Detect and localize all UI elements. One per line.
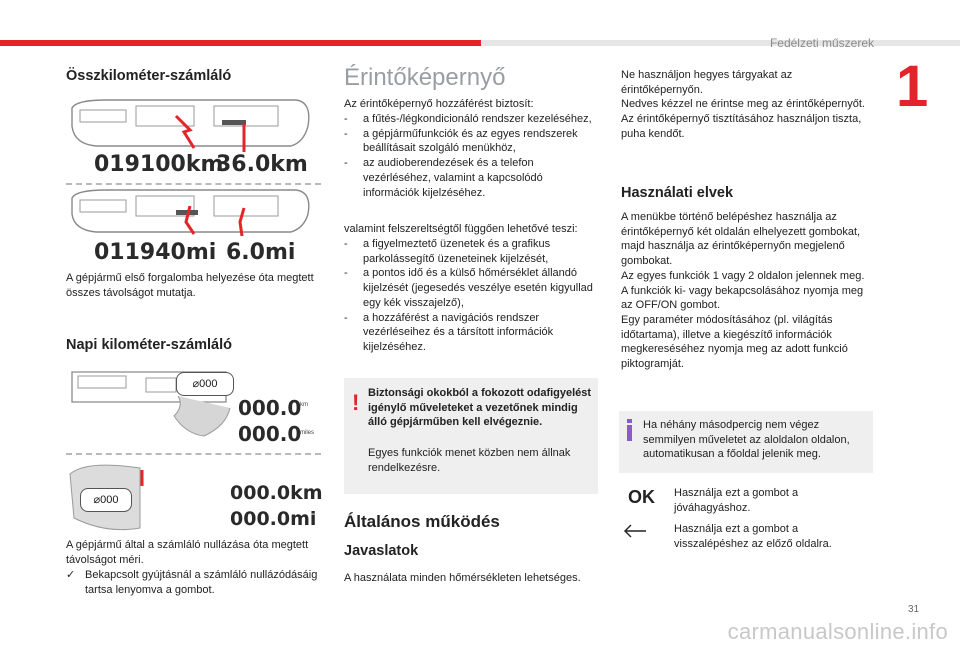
header-grey-bar [481,40,960,46]
usage-para: Az egyes funkciók 1 vagy 2 oldalon jelennek meg. [621,269,865,282]
ok-text: Használja ezt a gombot a jóváhagyáshoz. [674,487,799,514]
list-item: - a figyelmeztető üzenetek és a grafikus parkolássegítő üzeneteinek kijelzését, [344,238,551,265]
care-text-1: Ne használjon hegyes tárgyakat az érintőképernyőn. [621,69,793,96]
list-item-text: a figyelmeztető üzenetek és a grafikus parkolássegítő üzeneteinek kijelzését, [363,238,551,265]
instrument-panel-illustration [66,188,316,238]
section-title: Fedélzeti műszerek [769,36,874,50]
list-item: - a hozzáférést a navigációs rendszer vezérléseihez és a társított információk kijelzéséhez. [344,311,554,353]
care-text-2: Nedves kézzel ne érintse meg az érintőképernyőt. [621,98,865,111]
odometer-figure-mi [66,188,316,268]
odometer-title: Összkilométer-számláló [66,68,232,84]
trip-unit-mi: miles [300,430,315,436]
trip-bullet [66,568,322,597]
list-item: - a gépjárműfunkciók és az egyes rendszerek beállításait szolgáló menükhöz, [344,127,578,155]
trip-title: Napi kilométer-számláló [66,337,232,353]
list-item-text: a fűtés-/légkondicionáló rendszer kezeléséhez, [363,113,592,125]
trip-figure-2 [66,458,326,536]
trip-big-km: 000.0km [230,482,323,504]
warning-bold-text: Biztonsági okokból a fokozott odafigyelést igénylő műveleteket a vezetőnek mindig álló gépjárműben kell elvégeznie. [368,387,592,429]
odometer-figure-km [66,96,316,186]
touchscreen-list-2 [344,237,600,355]
advice-title: Javaslatok [344,543,419,559]
trip-reset-button-2: ⌀000 [80,488,132,512]
list-item: - az audioberendezések és a telefon vezérléséhez, valamint a kapcsolódó információk kijelzéséhez. [344,157,543,199]
warning-text: Egyes funkciók menet közben nem állnak rendelkezésre. [368,447,571,474]
instrument-panel-illustration [66,96,316,156]
care-text-3: Az érintőképernyő tisztításához használjon tiszta, puha kendőt. [621,113,862,140]
usage-para: Egy paraméter módosításához (pl. világítás időtartama), illetve a kiegészítő információk megkereséséhez nyomja meg az adott funkció piktogramját. [621,313,848,371]
trip-digits-km: 000.0 [238,396,302,420]
watermark: carmanualsonline.info [727,619,948,644]
trip-unit-km: km [300,402,308,408]
chapter-number: 1 [896,54,929,119]
touchscreen-intro-2: valamint felszereltségtől függően lehetővé teszi: [344,223,578,235]
odometer-description: A gépjármű első forgalomba helyezése óta megtett összes távolságot mutatja. [66,272,314,299]
touchscreen-intro: Az érintőképernyő hozzáférést biztosít: [344,98,534,110]
back-text: Használja ezt a gombot a visszalépéshez az előző oldalra. [674,523,832,550]
divider [66,453,321,455]
warning-box [344,378,598,494]
odometer-mi-value: 011940mi [94,240,217,265]
list-item-text: az audioberendezések és a telefon vezérléséhez, valamint a kapcsolódó információk kijelzéséhez. [363,157,543,199]
info-box [619,411,873,473]
odometer-mi-trip-value: 6.0mi [226,240,296,265]
divider [66,183,321,185]
list-item-text: a pontos idő és a külső hőmérséklet állandó kijelzését (jegesedés veszélye esetén kigyullad egy kék visszajelző), [363,267,593,309]
advice-text: A használata minden hőmérsékleten lehetséges. [344,572,581,584]
page-number: 31 [908,604,920,615]
odometer-km-trip-value: 36.0km [216,152,308,177]
trip-big-mi: 000.0mi [230,508,317,530]
list-item-text: a hozzáférést a navigációs rendszer vezérléseihez és a társított információk kijelzéséhez. [363,311,554,353]
trip-bullet-text: Bekapcsolt gyújtásnál a számláló nullázódásáig tartsa lenyomva a gombot. [85,569,318,596]
list-item: - a fűtés-/légkondicionáló rendszer kezeléséhez, [344,113,592,125]
usage-para: A menükbe történő belépéshez használja az érintőképernyő két oldalán elhelyezett gombokat, majd használja az érintőképernyőn megjelenő gombokat. [621,211,861,268]
header-red-bar [0,40,481,46]
usage-para: A funkciók ki- vagy bekapcsolásához nyomja meg az OFF/ON gombot. [621,284,864,312]
info-icon [627,419,633,441]
bullet-marker: ✓ [66,569,76,581]
trip-description: A gépjármű által a számláló nullázása óta megtett távolságot méri. [66,539,309,566]
ok-icon: OK [628,487,655,507]
care-text [621,68,871,142]
trip-reset-button: ⌀000 [176,372,234,396]
touchscreen-list-1 [344,112,600,200]
list-item-text: a gépjárműfunkciók és az egyes rendszerek beállításait szolgáló menükhöz, [363,127,578,155]
usage-title: Használati elvek [621,185,734,201]
odometer-km-value: 019100km [94,152,224,177]
trip-digits-mi: 000.0 [238,422,302,446]
back-arrow-icon [622,523,648,539]
trip-figure-1 [66,366,326,446]
info-text: Ha néhány másodpercig nem végez semmilyen műveletet az aloldalon oldalon, automatikusan a főoldal jelenik meg. [643,419,850,461]
list-item: - a pontos idő és a külső hőmérséklet állandó kijelzését (jegesedés veszélye esetén kigyullad egy kék visszajelző), [344,267,593,309]
touchscreen-title: Érintőképernyő [344,64,506,91]
warning-icon: ! [352,390,360,415]
general-title: Általános működés [344,512,500,531]
usage-text [621,210,873,372]
